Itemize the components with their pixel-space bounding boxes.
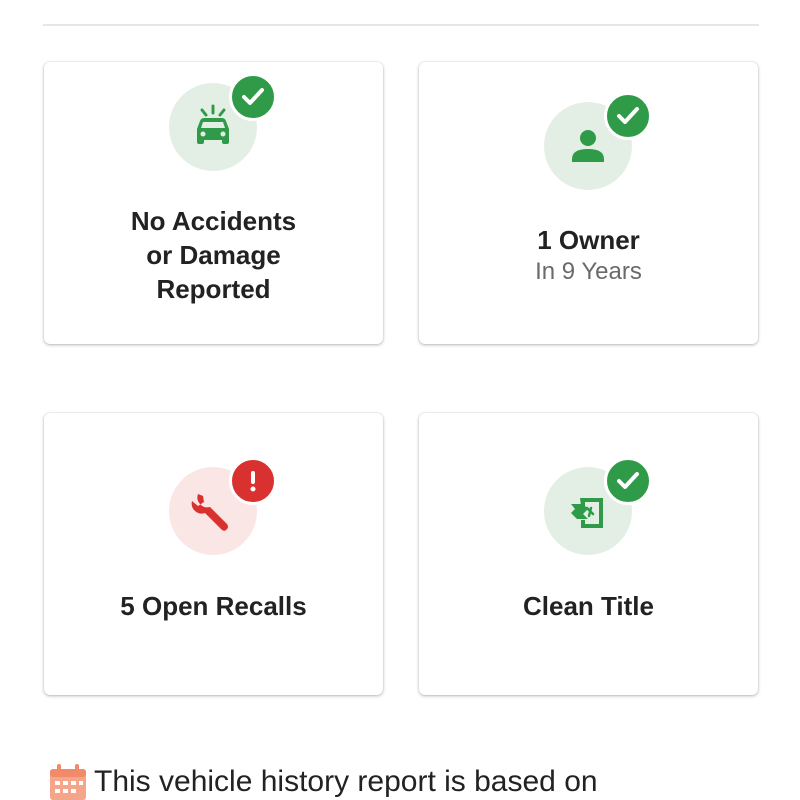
owner-icon-wrap (544, 102, 632, 190)
title-line: No Accidents (130, 206, 297, 236)
title-icon-wrap (544, 467, 632, 555)
recall-count: 5 Open Recalls (120, 591, 307, 621)
card-title (44, 589, 383, 623)
car-collision-icon (188, 102, 238, 152)
card-no-accidents[interactable] (44, 62, 383, 344)
title-status: Clean Title (522, 591, 654, 621)
checkmark-icon (613, 466, 643, 496)
check-badge (229, 73, 277, 121)
exclamation-icon (238, 466, 268, 496)
wrench-icon (188, 486, 238, 536)
report-source-note (48, 762, 598, 800)
calendar-icon (48, 762, 88, 800)
check-badge (604, 92, 652, 140)
card-recalls[interactable] (44, 413, 383, 695)
section-divider (43, 24, 759, 26)
card-title (419, 589, 758, 623)
recall-icon-wrap (169, 467, 257, 555)
alert-badge (229, 457, 277, 505)
title-line: or Damage (146, 240, 281, 270)
card-title (419, 223, 758, 287)
checkmark-icon (238, 82, 268, 112)
accident-icon-wrap (169, 83, 257, 171)
title-line: Reported (156, 274, 271, 304)
person-icon (563, 121, 613, 171)
checkmark-icon (613, 101, 643, 131)
owner-count: 1 Owner (537, 225, 640, 255)
check-badge (604, 457, 652, 505)
owner-duration: In 9 Years (535, 258, 642, 285)
title-document-icon (563, 486, 613, 536)
report-source-text: This vehicle history report is based on (94, 765, 598, 798)
card-owners[interactable] (419, 62, 758, 344)
card-title (44, 204, 383, 306)
card-title-status[interactable] (419, 413, 758, 695)
